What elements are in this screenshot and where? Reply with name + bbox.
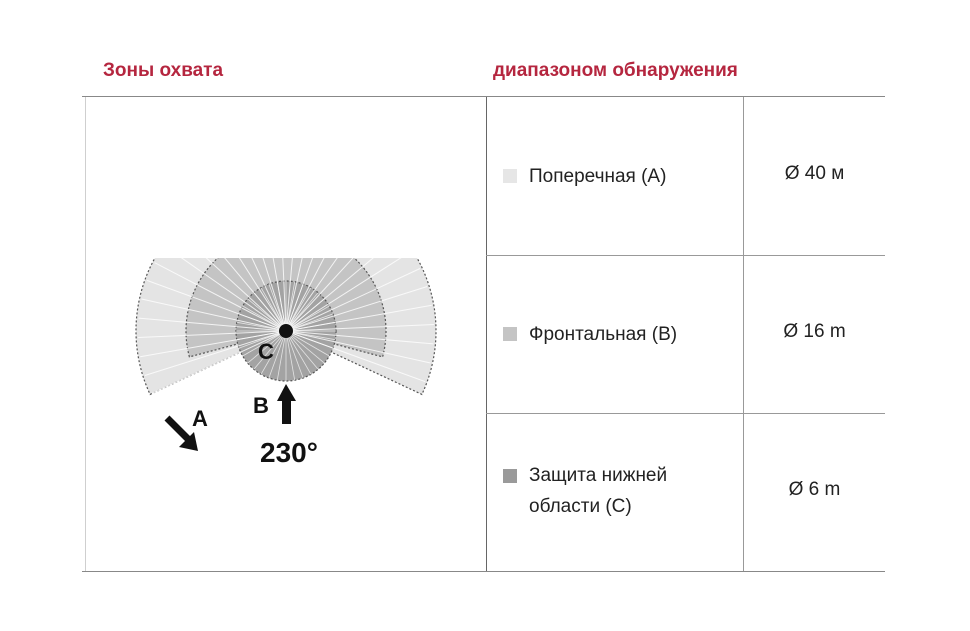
zone-c-swatch	[503, 469, 517, 483]
zone-a-swatch	[503, 169, 517, 183]
zone-b-text: Фронтальная (B)	[529, 323, 678, 345]
zone-a-text: Поперечная (A)	[529, 165, 667, 187]
sensor-dot	[279, 324, 293, 338]
detection-range-title: диапазоном обнаружения	[493, 60, 738, 81]
zone-c-text	[529, 460, 667, 522]
table-left-border	[85, 97, 86, 571]
angle-label: 230°	[260, 437, 318, 468]
table-divider	[486, 97, 487, 571]
zone-c-text-line1: Защита нижней	[529, 465, 668, 486]
zone-a-value: Ø 40 м	[784, 163, 845, 184]
coverage-diagram	[120, 258, 440, 488]
zone-c-label: C	[258, 339, 274, 364]
zone-a-label-cell	[503, 160, 738, 192]
coverage-zones-title: Зоны охвата	[103, 60, 224, 81]
table-top-rule	[82, 96, 885, 97]
zone-c-label-cell	[503, 460, 738, 522]
row-divider	[486, 413, 885, 414]
zone-b-value: Ø 16 m	[783, 321, 846, 342]
zone-b-label-cell	[503, 318, 738, 350]
arrow-up-icon	[277, 384, 296, 424]
zone-b-label: B	[253, 393, 269, 418]
zone-b-swatch	[503, 327, 517, 341]
zone-a-label: A	[192, 406, 208, 431]
zone-c-value: Ø 6 m	[788, 479, 841, 500]
zone-c-text-line2: области (C)	[529, 496, 632, 517]
table-bottom-rule	[82, 571, 885, 572]
row-divider	[486, 255, 885, 256]
